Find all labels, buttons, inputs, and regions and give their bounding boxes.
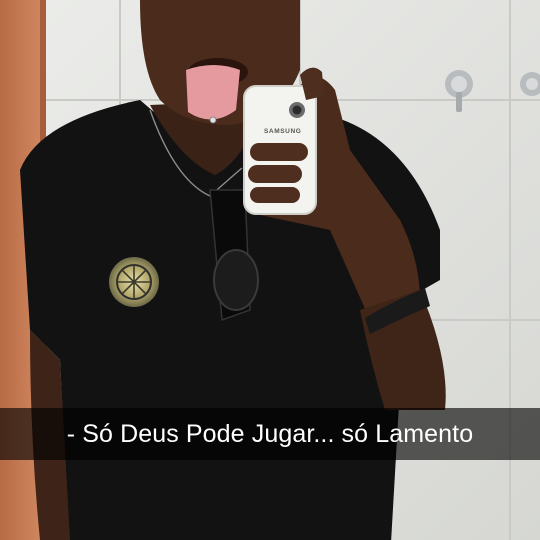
snap-caption-bar[interactable] <box>0 408 540 460</box>
phone-brand-label: SAMSUNG <box>264 128 302 135</box>
element-logo-icon <box>109 257 159 307</box>
tongue <box>186 65 240 120</box>
tongue-piercing <box>210 117 216 123</box>
phone-camera-icon <box>289 102 305 118</box>
caption-text: - Só Deus Pode Jugar... só Lamento <box>66 419 474 448</box>
